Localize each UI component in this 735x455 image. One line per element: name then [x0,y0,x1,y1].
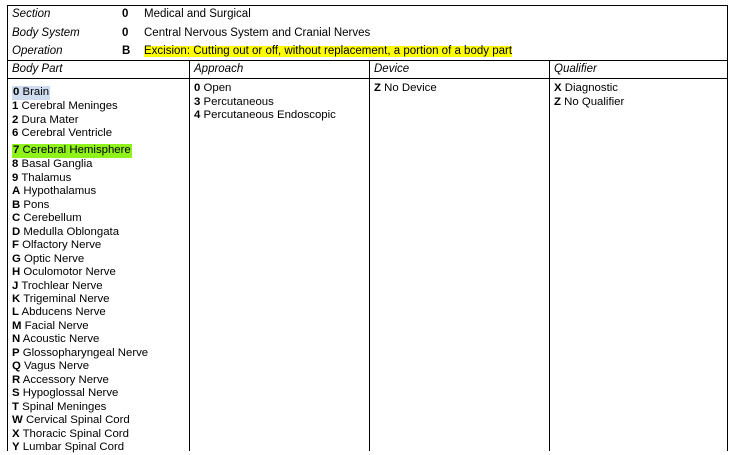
item-code: N [12,333,21,346]
item-code: B [12,198,21,211]
item-code: Z [554,95,561,108]
item-code: K [12,293,21,306]
list-item[interactable] [12,374,189,387]
list-item[interactable] [12,428,189,441]
list-item[interactable] [12,127,189,140]
operation-name: Excision: [144,44,191,57]
item-name: Trochlear Nerve [21,279,103,292]
item-code: F [12,239,19,252]
item-name: Cerebellum [23,212,82,225]
item-name: Medulla Oblongata [23,225,120,238]
item-code: M [12,319,22,332]
list-item[interactable] [12,199,189,212]
list-item[interactable] [12,158,189,171]
column-header-qualifier: Qualifier [554,63,597,76]
item-name: Lumbar Spinal Cord [22,441,125,453]
list-item[interactable] [12,266,189,279]
item-name: Cerebral Meninges [21,100,118,113]
item-code: 9 [12,171,19,184]
item-code: Z [374,82,381,95]
item-code: D [12,225,21,238]
item-code: 4 [194,109,201,122]
item-name: Dura Mater [21,113,79,126]
qualifier-column [550,79,727,451]
item-name: Cerebral Hemisphere [22,144,131,157]
item-code: R [12,373,21,386]
approach-column [190,79,370,451]
item-name: Percutaneous Endoscopic [203,109,336,122]
list-item[interactable] [554,96,727,109]
item-code: 0 [194,82,201,95]
item-name: Diagnostic [564,82,618,95]
list-item[interactable] [12,253,189,266]
item-name: Cerebral Ventricle [21,127,113,140]
list-item[interactable] [12,387,189,400]
item-name: Percutaneous [203,95,274,108]
item-name: Open [203,82,232,95]
list-item[interactable] [194,82,369,95]
item-name: Facial Nerve [24,319,89,332]
column-header-device: Device [370,61,550,78]
item-name: Pons [23,198,50,211]
list-item[interactable] [12,239,189,252]
list-item[interactable] [12,185,189,198]
body-system-code: 0 [122,26,129,39]
item-name: Hypoglossal Nerve [22,387,119,400]
device-column [370,79,550,451]
list-item[interactable] [194,96,369,109]
list-item[interactable] [12,114,189,127]
item-name: Thalamus [21,171,72,184]
list-item[interactable] [12,86,50,99]
table-body [8,79,727,451]
list-item[interactable] [12,441,189,454]
list-item[interactable] [12,280,189,293]
item-code: Q [12,360,21,373]
list-item[interactable] [554,82,727,95]
list-item[interactable] [12,172,189,185]
table-header-row-body-system [8,24,727,42]
item-name: Oculomotor Nerve [23,266,116,279]
item-code: X [554,82,562,95]
item-code: G [12,252,21,265]
item-name: Basal Ganglia [21,158,93,171]
item-name: Glossopharyngeal Nerve [22,346,149,359]
list-item[interactable] [12,100,189,113]
item-name: Acoustic Nerve [22,333,100,346]
item-name: Trigeminal Nerve [23,293,110,306]
list-item[interactable] [12,360,189,373]
section-label: Section [12,8,51,21]
item-code: W [12,414,23,427]
list-item[interactable] [12,401,189,414]
pcs-code-table [7,5,728,451]
list-item[interactable] [12,414,189,427]
item-code: T [12,400,19,413]
list-item[interactable] [12,226,189,239]
section-value: Medical and Surgical [144,8,251,21]
item-code: 7 [13,144,20,157]
item-code: X [12,427,20,440]
item-code: J [12,279,19,292]
item-name: Cervical Spinal Cord [25,414,130,427]
list-item[interactable] [194,109,369,122]
operation-definition: Cutting out or off, without replacement, a portion of a body part [190,44,513,57]
item-name: No Device [384,82,437,95]
body-system-value: Central Nervous System and Cranial Nerves [144,26,371,39]
column-header-body-part: Body Part [8,61,190,78]
item-name: Vagus Nerve [24,360,90,373]
operation-code: B [122,44,131,57]
list-item[interactable] [12,144,132,157]
list-item[interactable] [12,320,189,333]
item-code: 6 [12,127,19,140]
item-code: A [12,185,21,198]
item-code: L [12,306,19,319]
column-header-row [8,61,727,79]
list-item[interactable] [12,212,189,225]
list-item[interactable] [12,293,189,306]
item-code: 3 [194,95,201,108]
item-code: Y [12,441,20,453]
item-name: Brain [22,86,50,99]
column-header-approach: Approach [190,61,370,78]
item-name: Optic Nerve [24,252,85,265]
list-item[interactable] [374,82,549,95]
item-code: 2 [12,113,19,126]
operation-label: Operation [12,44,63,57]
operation-value-highlighted [144,46,512,58]
item-name: Thoracic Spinal Cord [22,427,129,440]
item-code: 8 [12,158,19,171]
item-name: No Qualifier [564,95,625,108]
item-name: Accessory Nerve [22,373,109,386]
section-code: 0 [122,8,129,21]
body-part-column [8,79,190,451]
item-code: 1 [12,100,19,113]
list-item[interactable] [12,306,189,319]
item-code: P [12,346,20,359]
item-name: Spinal Meninges [22,400,107,413]
item-name: Hypothalamus [23,185,97,198]
item-code: S [12,387,20,400]
item-name: Olfactory Nerve [22,239,102,252]
table-header-row-operation [8,43,727,61]
item-code: 0 [13,86,20,99]
item-code: H [12,266,21,279]
list-item[interactable] [12,347,189,360]
body-system-label: Body System [12,26,80,39]
item-code: C [12,212,21,225]
item-name: Abducens Nerve [21,306,106,319]
table-header-row-section [8,6,727,24]
list-item[interactable] [12,333,189,346]
